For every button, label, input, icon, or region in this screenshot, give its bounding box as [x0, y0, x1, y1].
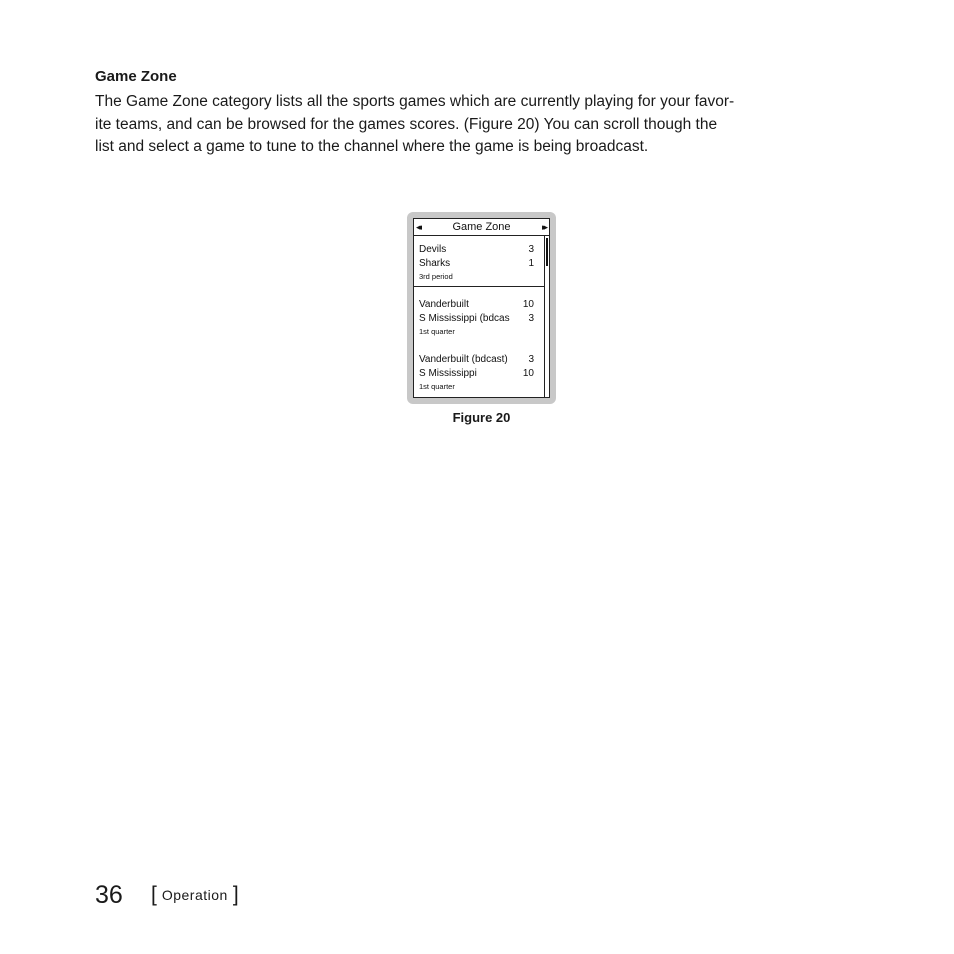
screen-title: Game Zone	[452, 221, 511, 233]
team-name: S Mississippi (bdcas	[419, 313, 510, 324]
game-status: 1st quarter	[419, 382, 455, 391]
team-row	[414, 353, 544, 367]
team-row	[414, 257, 544, 271]
team-name: Devils	[419, 244, 447, 255]
team-name: Vanderbuilt (bdcast)	[419, 354, 508, 365]
team-name: S Mississippi	[419, 368, 477, 379]
bracket-open: [	[151, 883, 157, 906]
bracket-close: ]	[232, 883, 239, 906]
figure-caption: Figure 20	[452, 410, 511, 425]
double-arrow-left-icon: ◂◂	[416, 222, 420, 232]
device-screen-figure	[407, 212, 556, 404]
body-paragraph	[95, 91, 855, 159]
team-row	[414, 298, 544, 312]
team-name: Vanderbuilt	[419, 299, 469, 310]
paragraph-line: list and select a game to tune to the channel where the game is being broadcast.	[95, 138, 649, 155]
game-item	[414, 353, 544, 393]
team-name: Sharks	[419, 258, 451, 269]
team-score: 3	[528, 313, 534, 324]
team-row	[414, 367, 544, 381]
page-number: 36	[95, 881, 123, 909]
scrollbar	[544, 236, 549, 397]
team-row	[414, 243, 544, 257]
team-row	[414, 312, 544, 326]
footer-section	[151, 878, 239, 912]
team-score: 10	[522, 299, 534, 310]
device-display	[413, 218, 550, 398]
screen-header	[414, 219, 549, 236]
scrollbar-thumb	[546, 238, 548, 266]
team-score: 1	[528, 258, 534, 269]
double-arrow-right-icon: ▸▸	[541, 222, 545, 232]
game-item	[414, 298, 544, 338]
game-status: 1st quarter	[419, 327, 455, 336]
team-score: 3	[528, 244, 534, 255]
divider	[414, 286, 544, 287]
team-score: 10	[522, 368, 534, 379]
section-heading: Game Zone	[95, 68, 177, 85]
section-label: Operation	[161, 887, 228, 903]
team-score: 3	[528, 354, 534, 365]
paragraph-line: The Game Zone category lists all the sports games which are currently playing for your favor-	[95, 93, 735, 110]
game-item	[414, 243, 544, 283]
game-status: 3rd period	[419, 272, 453, 281]
paragraph-line: ite teams, and can be browsed for the games scores. (Figure 20) You can scroll though the	[95, 115, 718, 133]
